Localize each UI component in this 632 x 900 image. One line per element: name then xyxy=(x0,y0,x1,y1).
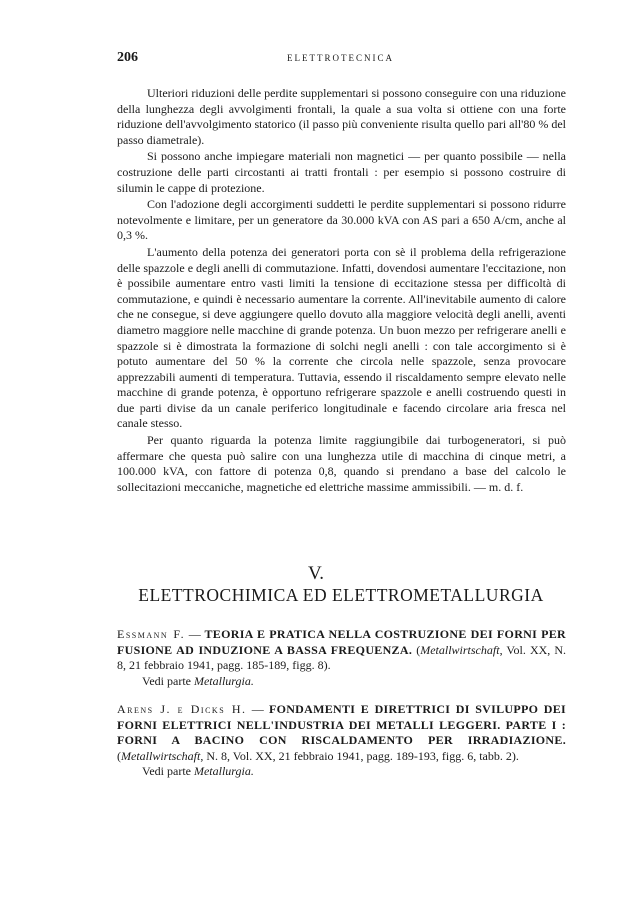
see-prefix: Vedi parte xyxy=(142,764,194,779)
see-reference xyxy=(142,764,566,780)
entry-citation: , Vol. XX, N. 8, 21 febbraio 1941, pagg. 185-189, figg. 8). xyxy=(117,642,567,673)
page-header xyxy=(117,50,564,68)
section-number: V. xyxy=(307,563,325,584)
running-title: ELETTROTECNICA xyxy=(287,53,394,63)
paragraph: Ulteriori riduzioni delle perdite supplementari si possono conseguire con una riduzione della lunghezza degli avvolgimenti frontali, la quale a sua volta si ottiene con una forte riduzione dell'avvolgimento statorico (il passo più conveniente risulta quello pari all'80 % del passo diametrale). xyxy=(117,86,566,147)
entry-author: Essmann F. xyxy=(117,627,186,641)
bibliography-entry: Essmann F. — TEORIA E PRATICA NELLA COSTRUZIONE DEI FORNI PER FUSIONE AD INDUZIONE A BASSA FREQUENZA. (Metallwirtschaft, Vol. XX, N. 8, 21 febbraio 1941, pagg. 185-189, figg. 8). Vedi parte Metallurgia. xyxy=(117,627,567,688)
page-number: 206 xyxy=(117,50,138,65)
paragraph: Per quanto riguarda la potenza limite raggiungibile dai turbogeneratori, si può affermare che questa può salire con una lunghezza utile di macchina di cinque metri, a 100.000 kVA, con fattore di potenza 0,8, quando si prendano a base del calcolo le sollecitazioni meccaniche, magnetiche ed elettriche massime ammissibili. — m. d. f. xyxy=(117,433,566,494)
see-reference xyxy=(142,674,566,690)
paragraph: Si possono anche impiegare materiali non magnetici — per quanto possibile — nella costruzione delle parti circostanti ai tratti frontali : per esempio si possono costruire di silumin le cappe di protezione. xyxy=(117,149,566,195)
entry-dash: — xyxy=(246,702,269,716)
paragraph: L'aumento della potenza dei generatori porta con sè il problema della refrigerazione delle spazzole e degli anelli di commutazione. Infatti, dovendosi aumentare l'eccitazione, non è possibile aumentare entro vasti limiti la tensione di eccitazione stessa per difficoltà di commutazione, e quindi è necessario aumentare la corrente. All'inevitabile aumento di calore che ne consegue, si deve aggiungere quello dovuto alla maggiore velocità degli anelli, aventi diametro maggiore nelle macchine di grande potenza. Un buon mezzo per refrigerare anelli e spazzole si è dimostrata la formazione di solchi negli anelli : con tale accorgimento si è potuto aumentare del 50 % la corrente che circola nelle spazzole, senza provocare apprezzabili aumenti di temperatura. Tuttavia, essendo il riscaldamento sempre elevato nelle macchine di grande potenza, è opportuno refrigerare spazzole e anelli costruendo questi in due parti divise da un canale periferico longitudinale e facendo circolare aria fresca nel canale stesso. xyxy=(117,244,566,431)
entry-citation: , N. 8, Vol. XX, 21 febbraio 1941, pagg. 189-193, figg. 6, tabb. 2). xyxy=(200,748,519,763)
see-target: Metallurgia. xyxy=(193,764,254,779)
article-body xyxy=(117,86,566,495)
entry-title: TEORIA E PRATICA NELLA COSTRUZIONE DEI FORNI PER FUSIONE AD INDUZIONE A BASSA FREQUENZA. xyxy=(117,627,566,657)
paragraph: Con l'adozione degli accorgimenti suddetti le perdite supplementari si possono ridurre notevolmente e limitare, per un generatore da 30.000 kVA con AS pari a 650 A/cm, anche al 0,3 %. xyxy=(117,197,566,243)
bibliography-entry: Arens J. e Dicks H. — FONDAMENTI E DIRETTRICI DI SVILUPPO DEI FORNI ELETTRICI NELL'INDUSTRIA DEI METALLI LEGGERI. PARTE I : FORNI A BACINO CON RISCALDAMENTO PER IRRADIAZIONE. (Metallwirtschaft, N. 8, Vol. XX, 21 febbraio 1941, pagg. 189-193, figg. 6, tabb. 2). Vedi parte Metallurgia. xyxy=(117,702,567,779)
see-prefix: Vedi parte xyxy=(142,673,194,688)
entry-journal: Metallwirtschaft xyxy=(121,748,201,763)
section-title: ELETTROCHIMICA ED ELETTROMETALLURGIA xyxy=(138,585,544,605)
entry-title: FONDAMENTI E DIRETTRICI DI SVILUPPO DEI FORNI ELETTRICI NELL'INDUSTRIA DEI METALLI LEGGERI. PARTE I : FORNI A BACINO CON RISCALDAMENTO PER IRRADIAZIONE. xyxy=(117,702,567,748)
entry-journal: Metallwirtschaft xyxy=(420,642,500,657)
entry-author: Arens J. e Dicks H. xyxy=(117,702,247,716)
see-target: Metallurgia. xyxy=(193,673,254,688)
entry-dash: — xyxy=(185,627,205,641)
